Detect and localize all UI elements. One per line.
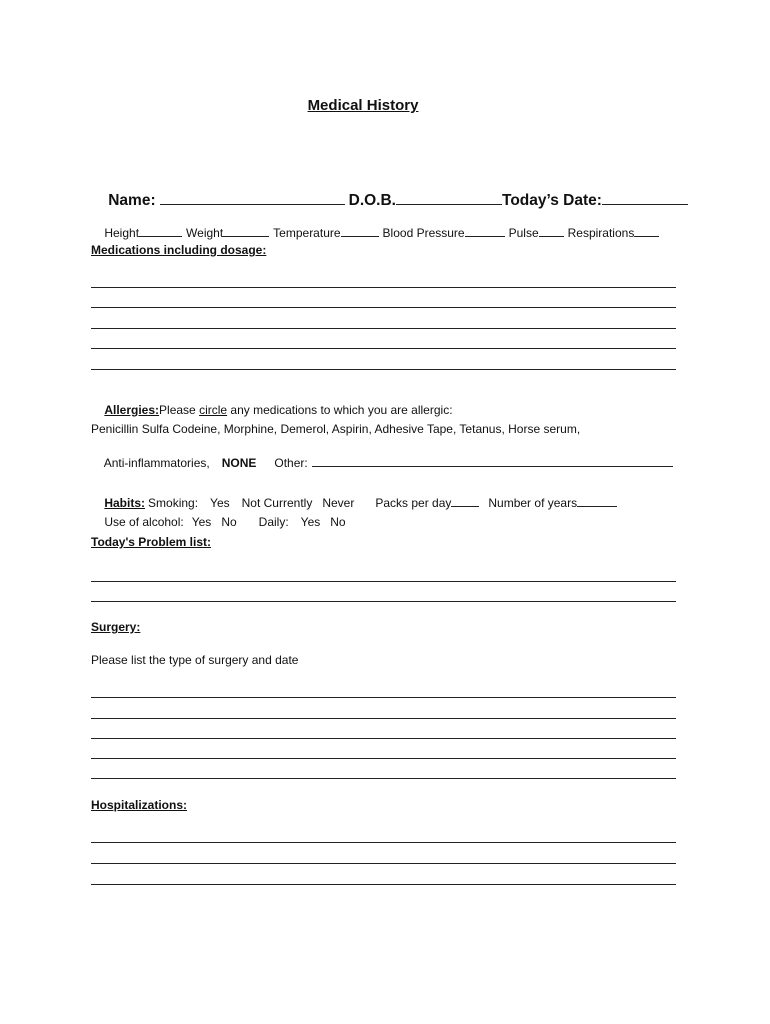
hospitalizations-line[interactable] bbox=[91, 884, 676, 885]
smoking-never-option[interactable]: Never bbox=[322, 496, 355, 510]
number-of-years-blank[interactable] bbox=[577, 495, 617, 507]
name-blank[interactable] bbox=[160, 191, 345, 205]
height-blank[interactable] bbox=[139, 225, 182, 237]
allergies-instruction-post: any medications to which you are allergic: bbox=[227, 403, 453, 417]
allergies-instruction-pre: Please bbox=[159, 403, 200, 417]
packs-per-day-label: Packs per day bbox=[375, 496, 452, 510]
allergies-circle-word: circle bbox=[199, 403, 228, 417]
todays-date-blank[interactable] bbox=[602, 191, 688, 205]
medications-heading: Medications including dosage: bbox=[91, 243, 267, 257]
medications-line[interactable] bbox=[91, 348, 676, 349]
problem-list-line[interactable] bbox=[91, 581, 676, 582]
pulse-blank[interactable] bbox=[539, 225, 564, 237]
alcohol-yes-option[interactable]: Yes bbox=[191, 515, 212, 529]
height-label: Height bbox=[104, 226, 140, 240]
allergies-other-label: Other: bbox=[274, 456, 308, 470]
hospitalizations-heading: Hospitalizations: bbox=[91, 798, 188, 812]
surgery-heading: Surgery: bbox=[91, 620, 141, 634]
problem-list-line[interactable] bbox=[91, 601, 676, 602]
daily-label: Daily: bbox=[258, 515, 289, 529]
medications-line[interactable] bbox=[91, 307, 676, 308]
dob-label: D.O.B. bbox=[348, 192, 396, 209]
smoking-label: Smoking: bbox=[148, 496, 199, 510]
number-of-years-label: Number of years bbox=[488, 496, 578, 510]
daily-yes-option[interactable]: Yes bbox=[300, 515, 321, 529]
smoking-not-currently-option[interactable]: Not Currently bbox=[241, 496, 313, 510]
surgery-instruction: Please list the type of surgery and date bbox=[91, 653, 299, 667]
weight-label: Weight bbox=[186, 226, 224, 240]
blood-pressure-blank[interactable] bbox=[465, 225, 505, 237]
medications-line[interactable] bbox=[91, 369, 676, 370]
dob-blank[interactable] bbox=[396, 191, 502, 205]
blood-pressure-label: Blood Pressure bbox=[382, 226, 465, 240]
surgery-line[interactable] bbox=[91, 758, 676, 759]
alcohol-label: Use of alcohol: bbox=[104, 515, 184, 529]
surgery-line[interactable] bbox=[91, 738, 676, 739]
surgery-line[interactable] bbox=[91, 697, 676, 698]
respirations-blank[interactable] bbox=[634, 225, 659, 237]
allergies-none-option[interactable]: NONE bbox=[221, 456, 257, 470]
packs-per-day-blank[interactable] bbox=[451, 495, 479, 507]
respirations-label: Respirations bbox=[567, 226, 635, 240]
hospitalizations-line[interactable] bbox=[91, 842, 676, 843]
allergies-list-line2-row bbox=[91, 441, 673, 484]
temperature-label: Temperature bbox=[273, 226, 341, 240]
allergies-list-line1: Penicillin Sulfa Codeine, Morphine, Demerol, Aspirin, Adhesive Tape, Tetanus, Horse serum, bbox=[91, 422, 581, 436]
habits-heading: Habits: bbox=[104, 496, 146, 510]
page-title: Medical History bbox=[307, 97, 419, 114]
weight-blank[interactable] bbox=[223, 225, 269, 237]
pulse-label: Pulse bbox=[508, 226, 539, 240]
medications-line[interactable] bbox=[91, 328, 676, 329]
daily-no-option[interactable]: No bbox=[330, 515, 346, 529]
allergies-other-blank[interactable] bbox=[312, 455, 673, 467]
smoking-yes-option[interactable]: Yes bbox=[210, 496, 230, 510]
medications-line[interactable] bbox=[91, 287, 676, 288]
surgery-line[interactable] bbox=[91, 718, 676, 719]
temperature-blank[interactable] bbox=[341, 225, 379, 237]
alcohol-no-option[interactable]: No bbox=[221, 515, 237, 529]
allergies-heading: Allergies: bbox=[104, 403, 160, 417]
problem-list-heading: Today's Problem list: bbox=[91, 535, 211, 549]
hospitalizations-line[interactable] bbox=[91, 863, 676, 864]
todays-date-label: Today’s Date: bbox=[502, 192, 602, 209]
allergies-list-line2: Anti-inflammatories, bbox=[103, 456, 210, 470]
surgery-line[interactable] bbox=[91, 778, 676, 779]
name-label: Name: bbox=[108, 192, 156, 209]
